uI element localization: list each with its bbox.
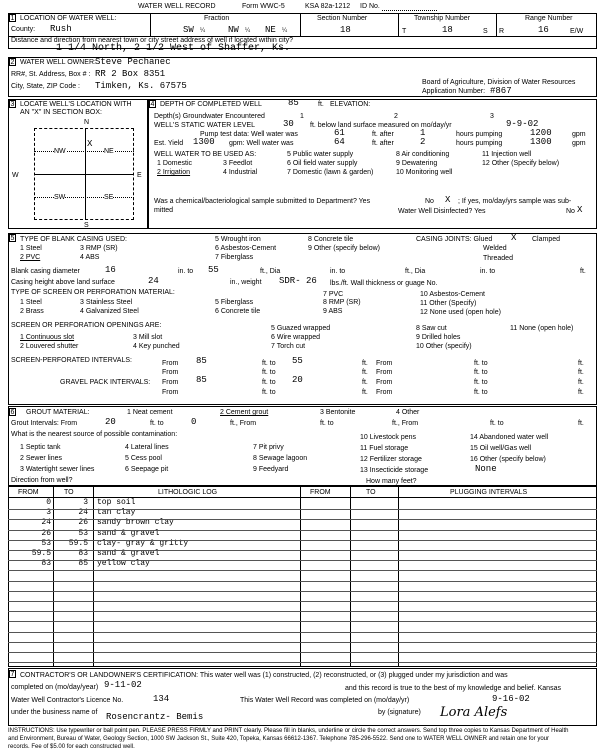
- opening-key: 4 Key punched: [133, 343, 180, 350]
- opening-continuous: 1 Continuous slot: [20, 334, 75, 341]
- county-value: Rush: [50, 24, 72, 34]
- gw-2: 2: [394, 113, 398, 120]
- fraction-1: SW: [183, 25, 194, 35]
- locate-title: LOCATE WELL'S LOCATION WITH: [20, 101, 132, 108]
- ft-to: ft. to: [320, 420, 334, 427]
- chem-no: No: [425, 198, 434, 205]
- se-label: SE: [104, 194, 114, 201]
- gw-1: 1: [300, 113, 304, 120]
- ft-label: ft.: [578, 379, 584, 386]
- from-label: From: [162, 389, 179, 396]
- ft-label: ft.: [578, 369, 584, 376]
- gpm-1: 1200: [530, 128, 552, 138]
- casing-fiberglass: 7 Fiberglass: [215, 254, 254, 261]
- s-label: S: [483, 28, 488, 35]
- ft-to: ft. to: [262, 389, 276, 396]
- pump-ft: 61: [334, 128, 345, 138]
- divider: [53, 486, 54, 667]
- ft-to: ft. to: [474, 379, 488, 386]
- use-domestic-lawn: 7 Domestic (lawn & garden): [287, 169, 374, 176]
- mitted: mitted: [154, 207, 174, 214]
- ft-to: ft. to: [262, 360, 276, 367]
- ft-label: ft.: [318, 101, 324, 108]
- log-from: 3: [46, 508, 51, 518]
- id-field-line: [382, 10, 437, 11]
- id-label: ID No.: [360, 3, 380, 10]
- welded-label: Welded: [483, 245, 507, 252]
- howmany-label: How many feet?: [366, 478, 417, 485]
- row-line: [8, 550, 597, 551]
- section-number: 3: [10, 101, 15, 108]
- yield-hrs: 2: [420, 137, 426, 147]
- threaded-label: Threaded: [483, 255, 513, 262]
- lbs-label: lbs./ft. Wall thickness or guage No.: [330, 280, 438, 287]
- hours-label: hours pumping: [456, 140, 503, 147]
- source-label: What is the nearest source of possible contamination:: [11, 431, 178, 438]
- row-line: [8, 632, 597, 633]
- ft-label: ft.: [362, 369, 368, 376]
- source-watertight: 3 Watertight sewer lines: [20, 466, 95, 473]
- quarter-symbol: ¼: [282, 28, 288, 34]
- row-line: [8, 601, 597, 602]
- north-label: N: [84, 119, 90, 126]
- groundwater-label: Depth(s) Groundwater Encountered: [154, 113, 265, 120]
- log-to: 85: [78, 559, 88, 569]
- section-number: 4: [150, 101, 155, 108]
- screen-galvanized: 4 Galvanized Steel: [80, 308, 139, 315]
- fraction-2: NW: [228, 25, 239, 35]
- record-date: 9-16-02: [492, 694, 530, 704]
- screen-stainless: 3 Stainless Steel: [80, 299, 133, 306]
- screen-abs: 9 ABS: [323, 308, 343, 315]
- log-to: 83: [78, 549, 88, 558]
- source-lateral: 4 Lateral lines: [125, 444, 169, 451]
- col-plugging: PLUGGING INTERVALS: [450, 489, 528, 496]
- use-label: WELL WATER TO BE USED AS:: [154, 151, 257, 158]
- casing-steel: 1 Steel: [20, 245, 42, 252]
- township-value: 18: [442, 25, 453, 35]
- location-mark: X: [87, 139, 93, 149]
- screen-other: 11 Other (Specify): [420, 300, 477, 307]
- screen-asbestos: 10 Asbestos-Cement: [420, 291, 485, 298]
- instructions-2: and Environment, Bureau of Water, Geology Section, 1000 SW Jackson St., Suite 420, Topeka, Kansas 66612-1367. Telephone 785-296-5522. Send one to WATER WELL OWNER and retain one for your: [8, 736, 549, 742]
- yield-ft: 64: [334, 137, 345, 147]
- source-feedyard: 9 Feedyard: [253, 466, 289, 473]
- log-to: 3: [83, 498, 88, 507]
- divider: [350, 486, 351, 667]
- grout-neat: 1 Neat cement: [127, 409, 173, 416]
- log-desc: yellow clay: [97, 559, 150, 569]
- chem-rest: ; If yes, mo/day/yrs sample was sub-: [458, 198, 572, 205]
- disinfected-no: No: [566, 208, 575, 215]
- perf-to: 55: [292, 356, 303, 366]
- row-line: [8, 662, 597, 663]
- grout-other: 4 Other: [396, 409, 420, 416]
- weight-value: SDR- 26: [279, 276, 317, 286]
- ft-to: ft. to: [150, 420, 164, 427]
- section-number-label: Section Number: [317, 15, 368, 22]
- weight-label: in., weight: [230, 279, 262, 286]
- perf-from: 85: [196, 356, 207, 366]
- section-number: 6: [10, 409, 15, 416]
- height-value: 24: [148, 276, 159, 286]
- licence-label: Water Well Contractor's Licence No.: [11, 697, 124, 704]
- ft-dia: ft., Dia: [260, 268, 281, 275]
- application-label: Application Number:: [422, 88, 486, 95]
- col-from: FROM: [18, 489, 39, 496]
- screen-brass: 2 Brass: [20, 308, 44, 315]
- log-to: 53: [78, 528, 88, 538]
- distance-label: Distance and direction from nearest town or city street address of well if located within city?: [11, 37, 294, 44]
- row-line: [8, 530, 597, 531]
- depth-value: 85: [288, 98, 299, 108]
- owner-value: Steve Pechanec: [95, 57, 171, 67]
- divider: [300, 13, 301, 36]
- height-label: Casing height above land surface: [11, 279, 115, 286]
- log-to: 24: [78, 508, 88, 518]
- casing-wrought: 5 Wrought iron: [215, 236, 261, 243]
- row-line: [8, 560, 597, 561]
- glued-mark: X: [511, 233, 517, 243]
- chem-label: Was a chemical/bacteriological sample submitted to Department? Yes: [154, 198, 371, 205]
- yield-value: 1300: [193, 137, 215, 147]
- pump-label: Pump test data: Well water was: [200, 131, 298, 138]
- location-label: LOCATION OF WATER WELL:: [20, 15, 117, 22]
- chem-mark: X: [445, 195, 451, 205]
- static-value: 30: [283, 119, 294, 129]
- application-value: #867: [490, 86, 512, 96]
- joints-label: CASING JOINTS: Glued: [416, 236, 493, 243]
- gravel-to: 20: [292, 375, 303, 385]
- ft-to: ft. to: [474, 360, 488, 367]
- certification-text-2: and this record is true to the best of my knowledge and belief. Kansas: [345, 685, 561, 692]
- clamped-label: Clamped: [532, 236, 561, 243]
- in-to-2: in. to: [330, 268, 346, 275]
- diameter-label: Blank casing diameter: [11, 268, 80, 275]
- opening-louvered: 2 Louvered shutter: [20, 343, 79, 350]
- gpm-2: 1300: [530, 137, 552, 147]
- use-industrial: 4 Industrial: [223, 169, 258, 176]
- after-label: ft. after: [372, 131, 394, 138]
- log-from: 26: [41, 528, 51, 538]
- township-label: Township Number: [414, 15, 471, 22]
- log-desc: sand & gravel: [97, 549, 160, 558]
- source-lagoon: 8 Sewage lagoon: [253, 455, 308, 462]
- ft-to: ft. to: [262, 379, 276, 386]
- grout-to: 0: [191, 417, 197, 427]
- use-other: 12 Other (Specify below): [482, 160, 560, 167]
- ft-from: ft., From: [230, 420, 257, 427]
- form-title: WATER WELL RECORD: [138, 3, 216, 10]
- use-air: 8 Air conditioning: [396, 151, 450, 158]
- signature-label: by (signature): [378, 709, 421, 716]
- diameter-value: 16: [105, 265, 116, 275]
- range-label: Range Number: [525, 15, 573, 22]
- casing-asbestos: 6 Asbestos-Cement: [215, 245, 277, 252]
- source-oilwell: 15 Oil well/Gas well: [470, 445, 532, 452]
- use-feedlot: 3 Feedlot: [223, 160, 253, 167]
- ksa-number: KSA 82a-1212: [305, 3, 351, 10]
- row-line: [8, 581, 597, 582]
- grout-from: 20: [105, 417, 116, 427]
- t-label: T: [402, 28, 407, 35]
- opening-wire: 6 Wire wrapped: [271, 334, 321, 341]
- row-line: [8, 652, 597, 653]
- log-desc: top soil: [97, 498, 136, 507]
- distance-value: 1 1/4 North, 2 1/2 West of Shaffer, Ks.: [56, 43, 291, 54]
- opening-torch: 7 Torch cut: [271, 343, 306, 350]
- in-to-3: in. to: [480, 268, 496, 275]
- gpm-label: gpm: [572, 140, 586, 147]
- row-line: [8, 540, 597, 541]
- use-dewatering: 9 Dewatering: [396, 160, 438, 167]
- ft-end: ft.: [580, 268, 586, 275]
- source-cess: 5 Cess pool: [125, 455, 162, 462]
- screen-fiberglass: 5 Fiberglass: [215, 299, 254, 306]
- instructions-3: records. Fee of $5.00 for each constructed well.: [8, 744, 135, 750]
- divider: [300, 486, 301, 667]
- ft-to: ft. to: [262, 369, 276, 376]
- ft-label: ft.: [578, 420, 584, 427]
- source-abandoned: 14 Abandoned water well: [470, 434, 549, 441]
- source-none: None: [475, 464, 497, 474]
- east-label: E: [137, 172, 142, 179]
- ft-dia-2: ft., Dia: [405, 268, 426, 275]
- col-to: TO: [64, 489, 74, 496]
- grout-cement: 2 Cement grout: [220, 409, 269, 416]
- source-septic: 1 Septic tank: [20, 444, 61, 451]
- use-domestic: 1 Domestic: [157, 160, 193, 167]
- casing-abs: 4 ABS: [80, 254, 100, 261]
- ft-to: ft. to: [474, 389, 488, 396]
- opening-mill: 3 Mill slot: [133, 334, 163, 341]
- casing-label: TYPE OF BLANK CASING USED:: [20, 236, 127, 243]
- ft-label: ft.: [362, 360, 368, 367]
- gravel-from: 85: [196, 375, 207, 385]
- ft-label: ft.: [578, 360, 584, 367]
- log-from: 59.5: [31, 549, 51, 558]
- section-number: 2: [10, 59, 15, 66]
- fraction-label: Fraction: [204, 15, 230, 22]
- divider: [496, 13, 497, 36]
- row-line: [8, 621, 597, 622]
- elevation-label: ELEVATION:: [330, 101, 371, 108]
- grout-bentonite: 3 Bentonite: [320, 409, 356, 416]
- county-label: County:: [11, 26, 36, 33]
- section-number: 7: [10, 671, 15, 678]
- source-pit-privy: 7 Pit privy: [253, 444, 284, 451]
- screen-rmp: 8 RMP (SR): [323, 299, 361, 306]
- locate-title-2: AN "X" IN SECTION BOX:: [20, 109, 102, 116]
- section-number: 1: [10, 15, 15, 22]
- ft-to: ft. to: [474, 369, 488, 376]
- use-injection: 11 Injection well: [482, 151, 532, 158]
- from-label: From: [162, 379, 179, 386]
- ne-label: NE: [104, 148, 114, 155]
- use-oilfield: 6 Oil field water supply: [287, 160, 358, 167]
- col-lithologic: LITHOLOGIC LOG: [158, 489, 218, 496]
- disinfected-mark: X: [577, 205, 583, 215]
- section-number-value: 18: [340, 25, 351, 35]
- depth-label: DEPTH OF COMPLETED WELL: [160, 101, 262, 108]
- west-label: W: [12, 172, 19, 179]
- from-label: From: [162, 360, 179, 367]
- col-plug-to: TO: [366, 489, 376, 496]
- screen-none: 12 None used (open hole): [420, 309, 501, 316]
- completed-date: 9-11-02: [104, 680, 142, 690]
- city-label: City, State, ZIP Code :: [11, 83, 80, 90]
- after-label: ft. after: [372, 140, 394, 147]
- quarter-symbol: ¼: [200, 28, 206, 34]
- ft-label: ft.: [362, 379, 368, 386]
- casing-concrete: 8 Concrete tile: [308, 236, 354, 243]
- log-desc: clay- gray & gritty: [97, 538, 189, 548]
- grout-label: GROUT MATERIAL:: [26, 409, 90, 416]
- log-from: 83: [41, 559, 51, 569]
- ft-to: ft. to: [490, 420, 504, 427]
- from-label: From: [162, 369, 179, 376]
- screen-steel: 1 Steel: [20, 299, 42, 306]
- log-desc: sand & gravel: [97, 528, 160, 538]
- row-line: [8, 642, 597, 643]
- divider: [398, 13, 399, 36]
- disinfected-label: Water Well Disinfected? Yes: [398, 208, 486, 215]
- from-label: From: [376, 369, 393, 376]
- business-label: under the business name of: [11, 709, 98, 716]
- gpm-well-water: gpm: Well water was: [229, 140, 294, 147]
- col-plug-from: FROM: [310, 489, 331, 496]
- divider: [34, 174, 134, 175]
- direction-label: Direction from well?: [11, 477, 73, 484]
- city-value: Timken, Ks. 67575: [95, 81, 187, 91]
- grout-intervals-label: Grout Intervals: From: [11, 420, 78, 427]
- opening-other: 10 Other (specify): [416, 343, 472, 350]
- hours-label: hours pumping: [456, 131, 503, 138]
- range-value: 16: [538, 25, 549, 35]
- instructions-1: INSTRUCTIONS: Use typewriter or ball point pen. PLEASE PRESS FIRMLY and PRINT clearly. Please fill in blanks, underline or circle the correct answers. Send top three copies to Kansas Department of Health: [8, 728, 569, 734]
- source-sewer: 2 Sewer lines: [20, 455, 63, 462]
- gw-3: 3: [490, 113, 494, 120]
- address-label: RR#, St. Address, Box # :: [11, 71, 91, 78]
- row-line: [8, 591, 597, 592]
- screen-label: TYPE OF SCREEN OR PERFORATION MATERIAL:: [11, 289, 175, 296]
- divider: [150, 13, 151, 36]
- in-to: in. to: [178, 268, 194, 275]
- casing-other: 9 Other (specify below): [308, 245, 380, 252]
- yield-label: Est. Yield: [154, 140, 184, 147]
- from-label: From: [376, 379, 393, 386]
- from-label: From: [376, 360, 393, 367]
- static-date: 9-9-02: [506, 119, 539, 129]
- static-rest: ft. below land surface measured on mo/day/yr: [310, 122, 452, 129]
- quarter-symbol: ¼: [245, 28, 251, 34]
- row-line: [8, 611, 597, 612]
- sw-label: SW: [54, 194, 66, 201]
- source-seepage: 6 Seepage pit: [125, 466, 169, 473]
- log-desc: tan clay: [97, 508, 136, 518]
- ft-label: ft.: [578, 389, 584, 396]
- ew-label: E/W: [570, 28, 584, 35]
- divider: [398, 486, 399, 667]
- casing-rmp: 3 RMP (SR): [80, 245, 118, 252]
- log-to: 59.5: [68, 538, 88, 548]
- owner-label: WATER WELL OWNER:: [20, 59, 96, 66]
- opening-saw: 8 Saw cut: [416, 325, 447, 332]
- fraction-3: NE: [265, 25, 276, 35]
- openings-label: SCREEN OR PERFORATION OPENINGS ARE:: [11, 322, 162, 329]
- section-number: 5: [10, 235, 15, 242]
- divider: [34, 151, 134, 152]
- gravel-label: GRAVEL PACK INTERVALS:: [60, 379, 151, 386]
- log-from: 53: [41, 538, 51, 548]
- business-value: Rosencrantz- Bemis: [106, 712, 204, 722]
- gpm-label: gpm: [572, 131, 586, 138]
- use-irrigation: 2 Irrigation: [157, 169, 191, 176]
- divider: [34, 197, 134, 198]
- divider: [93, 486, 94, 667]
- screen-pvc: 7 PVC: [323, 291, 344, 298]
- nw-label: NW: [54, 148, 66, 155]
- ft-label: ft.: [362, 389, 368, 396]
- completed-label: completed on (mo/day/year): [11, 684, 99, 691]
- record-label: This Water Well Record was completed on (mo/day/yr): [240, 697, 410, 704]
- from-label: From: [376, 389, 393, 396]
- source-fertilizer: 12 Fertilizer storage: [360, 456, 422, 463]
- source-other: 16 Other (specify below): [470, 456, 546, 463]
- ft-from: ft., From: [392, 420, 419, 427]
- log-desc: sandy brown clay: [97, 518, 174, 528]
- opening-none: 11 None (open hole): [510, 325, 574, 332]
- row-line: [8, 509, 597, 510]
- opening-gauzed: 5 Guazed wrapped: [271, 325, 331, 332]
- row-line: [8, 519, 597, 520]
- use-monitoring: 10 Monitoring well: [396, 169, 453, 176]
- static-label: WELL'S STATIC WATER LEVEL: [154, 122, 256, 129]
- signature: Lora Alefs: [440, 705, 508, 720]
- r-label: R: [499, 28, 505, 35]
- form-number: Form WWC-5: [242, 3, 285, 10]
- source-livestock: 10 Livestock pens: [360, 434, 417, 441]
- perf-label: SCREEN-PERFORATED INTERVALS:: [11, 357, 132, 364]
- opening-drilled: 9 Drilled holes: [416, 334, 461, 341]
- address-value: RR 2 Box 8351: [95, 69, 166, 79]
- log-to: 26: [78, 518, 88, 528]
- board-text: Board of Agriculture, Division of Water Resources: [422, 79, 576, 86]
- screen-concrete: 6 Concrete tile: [215, 308, 261, 315]
- source-insecticide: 13 Insecticide storage: [360, 467, 429, 474]
- certification-text: CONTRACTOR'S OR LANDOWNER'S CERTIFICATION: This water well was (1) constructed, (2) reconstructed, or (3) plugged under my jurisdiction and was: [20, 672, 508, 679]
- source-fuel: 11 Fuel storage: [360, 445, 409, 452]
- pump-hrs: 1: [420, 128, 426, 138]
- casing-pvc: 2 PVC: [20, 254, 41, 261]
- diameter-to: 55: [208, 265, 219, 275]
- log-from: 0: [46, 498, 51, 507]
- row-line: [8, 570, 597, 571]
- licence-value: 134: [153, 694, 170, 704]
- south-label: S: [84, 222, 89, 229]
- log-from: 24: [41, 518, 51, 528]
- use-public: 5 Public water supply: [287, 151, 354, 158]
